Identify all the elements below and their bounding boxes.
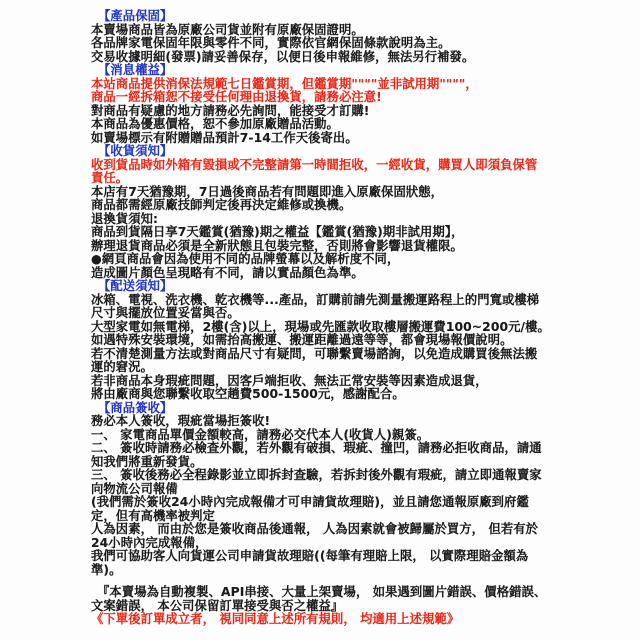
terms-line: ●網頁商品會因為使用不同的品牌螢幕以及解析度不同， xyxy=(91,252,400,266)
terms-document xyxy=(91,10,563,627)
terms-line: 冰箱、電視、洗衣機、乾衣機等...產品，訂購前請先測量搬運路程上的門寬或樓梯 xyxy=(91,292,540,307)
section-header: 【產品保固】 xyxy=(98,9,173,23)
terms-line: 本賣場商品皆為原廠公司貨並附有原廠保固證明。 xyxy=(91,22,364,37)
terms-line: 『本賣場為自動複製、API串接、大量上架賣場， 如果遇到圖片錯誤、價格錯誤、 xyxy=(97,585,547,599)
terms-line: 本店有7天猶豫期，7日過後商品若有問題即進入原廠保固狀態， xyxy=(91,184,444,199)
terms-line: 定，但有高機率被判定 xyxy=(91,508,215,523)
terms-line: 《下單後訂單成立者， 視同同意上述所有規則， 均適用上述規範》 xyxy=(91,612,460,626)
terms-line: 向物流公司報備 xyxy=(91,481,178,496)
terms-line: 知我們將重新發貨。 xyxy=(91,454,203,469)
terms-line: 準)。 xyxy=(91,562,122,577)
terms-line: 收到貨品時如外箱有毀損或不完整請第一時間拒收，一經收貨，購買人即須負保管 xyxy=(91,157,538,172)
terms-line: 各品牌家電保固年限與零件不同，實際依官網保固條款說明為主。 xyxy=(91,36,451,50)
terms-line: 本商品為優惠價格，恕不參加原廠贈品活動。 xyxy=(91,117,339,131)
terms-line: 人為因素， 而由於您是簽收商品後通報， 人為因素就會被歸屬於買方， 但若有於 xyxy=(91,522,539,536)
terms-line: 辦理退貨商品必須是全新狀態且包裝完整，否則將會影響退貨權限。 xyxy=(91,238,463,253)
terms-line: 24小時內完成報備， xyxy=(91,535,208,550)
section-header: 【商品簽收】 xyxy=(98,400,173,415)
terms-line: 將由廠商與您聯繫收取空趟費500-1500元，感謝配合。 xyxy=(91,387,405,401)
terms-line: 尺寸與擺放位置妥當與否。 xyxy=(91,306,240,320)
terms-line: 文案錯誤， 本公司保留訂單接受與否之權益』 xyxy=(91,598,344,613)
terms-line: 商品一經拆箱恕不接受任何理由退換貨，請務必注意! xyxy=(91,90,382,104)
terms-line: 責任。 xyxy=(91,171,129,185)
section-header: 【收貨須知】 xyxy=(98,144,173,158)
terms-line: (我們需於簽收24小時內完成報備才可申請貨故理賠)，並且請您通報原廠到府鑑 xyxy=(91,495,529,509)
terms-line: 商品到貨隔日享7天鑑賞(猶豫)期之權益【鑑賞(猶豫)期非試用期】， xyxy=(91,225,464,239)
terms-line: 我們可協助客人向貨運公司申請貨故理賠((每筆有理賠上限， 以實際理賠金額為 xyxy=(91,549,529,563)
terms-line: 商品都需經原廠技師判定後再決定維修或換機。 xyxy=(91,198,352,212)
terms-line: 若不清楚測量方法或對商品尺寸有疑問，可聯繫賣場諮詢，以免造成購買後無法搬 xyxy=(91,346,538,361)
terms-line: 交易收據明細(發票)請妥善保存，以便日後申報維修，無法另行補發。 xyxy=(91,49,475,64)
terms-line: 造成圖片顏色呈現略有不同，請以實品顏色為準。 xyxy=(91,265,364,280)
terms-line: 一、 家電商品單價金額較高，請務必交代本人(收貨人)親簽。 xyxy=(91,427,430,442)
terms-line: 務必本人簽收，瑕疵當場拒簽收! xyxy=(91,414,271,428)
terms-line: 如遇特殊安裝環境，如需抬高搬運、搬運距離過遠等等，都會現場報價說明。 xyxy=(91,333,513,347)
terms-line: 如賣場標示有附贈贈品預計7-14工作天後寄出。 xyxy=(91,130,358,145)
terms-line: 本站商品提供消保法規範七日鑑賞期，但鑑賞期""""並非試用期""""， xyxy=(91,76,478,91)
section-header: 【配送須知】 xyxy=(98,279,173,293)
terms-line: 大型家電如無電梯，2樓(含)以上，現場或先匯款收取樓層搬運費100~200元/樓。 xyxy=(91,319,550,334)
terms-line: 三、 簽收後務必全程錄影並立即拆封查驗，若拆封後外觀有瑕疵，請立即通報賣家 xyxy=(91,468,542,482)
terms-line: 運的窘況。 xyxy=(91,360,153,374)
terms-line: 若非商品本身瑕疵問題，因客戶端拒收、無法正常安裝等因素造成退貨， xyxy=(91,373,488,388)
terms-line: 對商品有疑慮的地方請務必先詢問，能接受才訂購! xyxy=(91,103,370,118)
section-header: 【消息權益】 xyxy=(98,63,173,77)
terms-line: 退換貨須知: xyxy=(91,211,159,226)
terms-line: 二、 簽收時請務必檢查外觀，若外觀有破損、瑕疵、撞凹，請務必拒收商品，請通 xyxy=(91,441,542,455)
